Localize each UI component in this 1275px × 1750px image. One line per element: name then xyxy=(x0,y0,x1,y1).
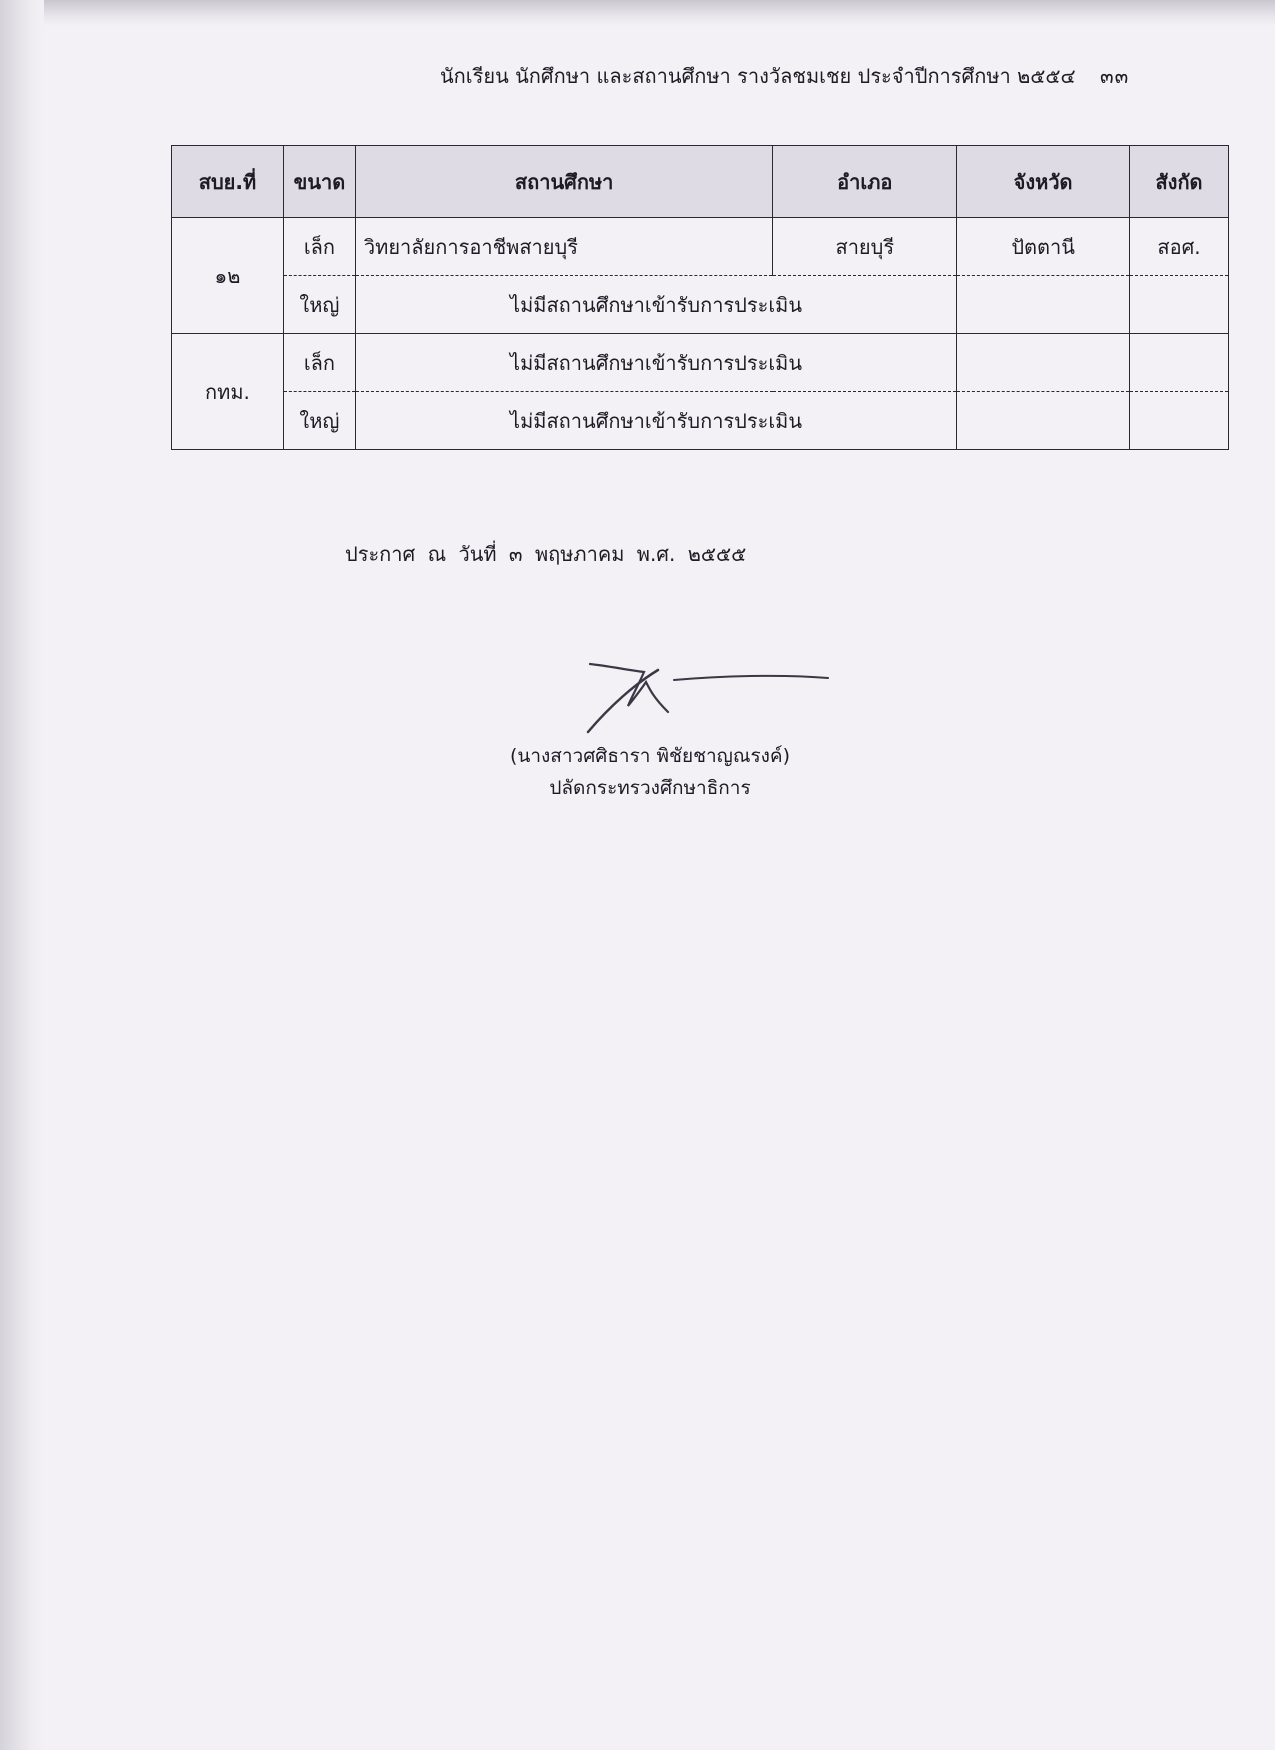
column-header-school: สถานศึกษา xyxy=(355,146,772,218)
size-cell: ใหญ่ xyxy=(283,276,355,334)
size-cell: เล็ก xyxy=(283,218,355,276)
results-table xyxy=(171,145,1229,450)
affiliation-cell: สอศ. xyxy=(1130,218,1229,276)
size-cell: เล็ก xyxy=(283,334,355,392)
page-number: ๓๓ xyxy=(1100,64,1130,88)
region-cell: กทม. xyxy=(172,334,284,450)
affiliation-cell xyxy=(1130,276,1229,334)
province-cell xyxy=(957,334,1130,392)
province-cell xyxy=(957,276,1130,334)
district-cell: สายบุรี xyxy=(773,218,957,276)
signer-position: ปลัดกระทรวงศึกษาธิการ xyxy=(549,777,751,799)
affiliation-cell xyxy=(1130,392,1229,450)
signer-block xyxy=(400,740,900,804)
signature-icon xyxy=(580,656,840,736)
size-cell: ใหญ่ xyxy=(283,392,355,450)
school-cell: วิทยาลัยการอาชีพสายบุรี xyxy=(355,218,772,276)
header-title: นักเรียน นักศึกษา และสถานศึกษา รางวัลชมเชย ประจำปีการศึกษา ๒๕๕๔ xyxy=(440,64,1076,88)
table-row xyxy=(172,392,1229,450)
affiliation-cell xyxy=(1130,334,1229,392)
table-header-row xyxy=(172,146,1229,218)
announcement-date: ประกาศ ณ วันที่ ๓ พฤษภาคม พ.ศ. ๒๕๕๕ xyxy=(345,542,747,566)
no-school-note: ไม่มีสถานศึกษาเข้ารับการประเมิน xyxy=(355,276,956,334)
table-row xyxy=(172,218,1229,276)
column-header-province: จังหวัด xyxy=(957,146,1130,218)
column-header-region: สบย.ที่ xyxy=(172,146,284,218)
column-header-size: ขนาด xyxy=(283,146,355,218)
province-cell xyxy=(957,392,1130,450)
column-header-district: อำเภอ xyxy=(773,146,957,218)
column-header-affiliation: สังกัด xyxy=(1130,146,1229,218)
province-cell: ปัตตานี xyxy=(957,218,1130,276)
signer-name: (นางสาวศศิธารา พิชัยชาญณรงค์) xyxy=(509,745,791,767)
table-row xyxy=(172,276,1229,334)
region-cell: ๑๒ xyxy=(172,218,284,334)
no-school-note: ไม่มีสถานศึกษาเข้ารับการประเมิน xyxy=(355,392,956,450)
no-school-note: ไม่มีสถานศึกษาเข้ารับการประเมิน xyxy=(355,334,956,392)
table-row xyxy=(172,334,1229,392)
